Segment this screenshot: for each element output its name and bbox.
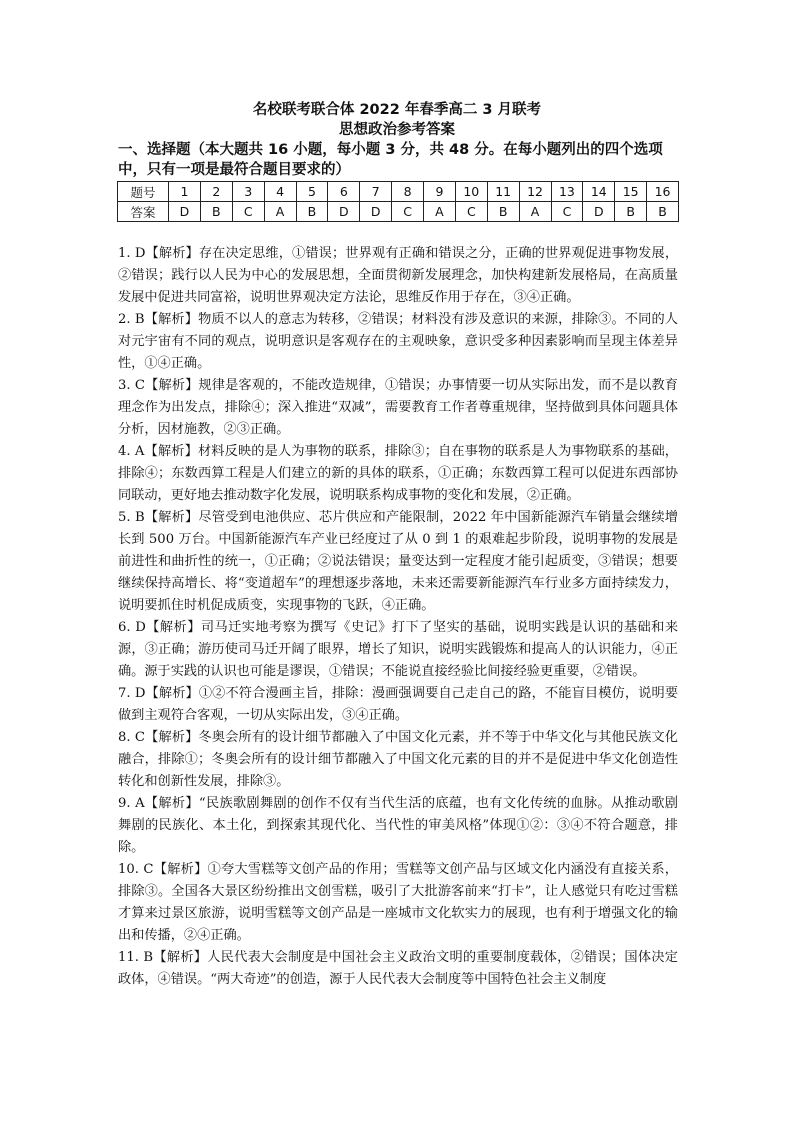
analysis-item-5: 5. B【解析】尽管受到电池供应、芯片供应和产能限制，2022 年中国新能源汽车销量会继续增长到 500 万台。中国新能源汽车产业已经度过了从 0 到 1 的艰难起步阶段，说明事物的发展是前进性和曲折性的统一，①正确；②说法错误；量变达到一定程度才能引起质变，③错误；想要继续保持高增长、将“变道超车”的理想逐步落地，未来还需要新能源汽车行业多方面持续发力，说明要抓住时机促成质变，实现事物的飞跃，④正确。 xyxy=(118,510,678,613)
answer-cell: D xyxy=(360,202,392,222)
document-subtitle: 思想政治参考答案 xyxy=(339,122,455,138)
analysis-item-7: 7. D【解析】①②不符合漫画主旨，排除：漫画强调要自己走自己的路，不能盲目模仿，说明要做到主观符合客观，一切从实际出发，③④正确。 xyxy=(118,686,678,723)
question-number: 1 xyxy=(169,182,201,202)
question-number: 10 xyxy=(455,182,487,202)
section-heading: 一、选择题（本大题共 16 小题，每小题 3 分，共 48 分。在每小题列出的四个选项中，只有一项是最符合题目要求的） xyxy=(118,142,663,178)
answer-row xyxy=(118,202,679,222)
question-number: 8 xyxy=(392,182,424,202)
answer-cell: B xyxy=(647,202,679,222)
analysis-item-3: 3. C【解析】规律是客观的，不能改造规律，①错误；办事情要一切从实际出发，而不是以教育理念作为出发点，排除④；深入推进“双减”，需要教育工作者尊重规律，坚持做到具体问题具体分析，因材施教，②③正确。 xyxy=(118,378,678,437)
analysis-item-1: 1. D【解析】存在决定思维，①错误；世界观有正确和错误之分，正确的世界观促进事物发展，②错误；践行以人民为中心的发展思想，全面贯彻新发展理念，加快构建新发展格局，在高质量发展中促进共同富裕，说明世界观决定方法论，思维反作用于存在，③④正确。 xyxy=(118,246,678,305)
question-number: 3 xyxy=(232,182,264,202)
answer-cell: A xyxy=(519,202,551,222)
answer-cell: B xyxy=(200,202,232,222)
answer-cell: C xyxy=(232,202,264,222)
analysis-list xyxy=(118,243,678,991)
answer-cell: C xyxy=(455,202,487,222)
row-label-question: 题号 xyxy=(118,182,169,202)
answer-cell: B xyxy=(296,202,328,222)
analysis-item-2: 2. B【解析】物质不以人的意志为转移，②错误；材料没有涉及意识的来源，排除③。不同的人对元宇宙有不同的观点，说明意识是客观存在的主观映象，意识受多种因素影响而呈现主体差异性，①④正确。 xyxy=(118,312,678,371)
analysis-item-8: 8. C【解析】冬奥会所有的设计细节都融入了中国文化元素，并不等于中华文化与其他民族文化融合，排除①；冬奥会所有的设计细节都融入了中国文化元素的目的并不是促进中华文化创造性转化和创新性发展，排除③。 xyxy=(118,730,678,789)
question-number: 13 xyxy=(551,182,583,202)
answer-cell: B xyxy=(615,202,647,222)
question-number: 9 xyxy=(424,182,456,202)
answer-table xyxy=(117,181,679,222)
answer-cell: B xyxy=(487,202,519,222)
answer-cell: C xyxy=(551,202,583,222)
document-title: 名校联考联合体 2022 年春季高二 3 月联考 xyxy=(252,102,542,118)
answer-cell: A xyxy=(264,202,296,222)
question-number: 2 xyxy=(200,182,232,202)
analysis-item-9: 9. A【解析】“民族歌剧舞剧的创作不仅有当代生活的底蕴，也有文化传统的血脉。从推动歌剧舞剧的民族化、本土化，到探索其现代化、当代性的审美风格”体现①②：③④不符合题意，排除。 xyxy=(118,796,678,855)
question-number-row xyxy=(118,182,679,202)
question-number: 7 xyxy=(360,182,392,202)
question-number: 4 xyxy=(264,182,296,202)
question-number: 15 xyxy=(615,182,647,202)
question-number: 16 xyxy=(647,182,679,202)
question-number: 12 xyxy=(519,182,551,202)
answer-cell: D xyxy=(583,202,615,222)
question-number: 11 xyxy=(487,182,519,202)
analysis-item-6: 6. D【解析】司马迁实地考察为撰写《史记》打下了坚实的基础，说明实践是认识的基础和来源，③正确；游历使司马迁开阔了眼界，增长了知识，说明实践锻炼和提高人的认识能力，④正确。源于实践的认识也可能是谬误，①错误；不能说直接经验比间接经验更重要，②错误。 xyxy=(118,620,678,679)
analysis-item-10: 10. C【解析】①夸大雪糕等文创产品的作用；雪糕等文创产品与区域文化内涵没有直接关系，排除③。全国各大景区纷纷推出文创雪糕，吸引了大批游客前来“打卡”，让人感觉只有吃过雪糕才算来过景区旅游，说明雪糕等文创产品是一座城市文化软实力的展现，也有利于增强文化的输出和传播，②④正确。 xyxy=(118,862,678,943)
analysis-item-4: 4. A【解析】材料反映的是人为事物的联系，排除③；自在事物的联系是人为事物联系的基础，排除④；东数西算工程是人们建立的新的具体的联系，①正确；东数西算工程可以促进东西部协同联动，更好地去推动数字化发展，说明联系构成事物的变化和发展，②正确。 xyxy=(118,444,678,503)
answer-cell: D xyxy=(328,202,360,222)
answer-cell: C xyxy=(392,202,424,222)
answer-cell: A xyxy=(424,202,456,222)
question-number: 6 xyxy=(328,182,360,202)
row-label-answer: 答案 xyxy=(118,202,169,222)
question-number: 5 xyxy=(296,182,328,202)
answer-cell: D xyxy=(169,202,201,222)
analysis-item-11: 11. B【解析】人民代表大会制度是中国社会主义政治文明的重要制度载体，②错误；国体决定政体，④错误。“两大奇迹”的创造，源于人民代表大会制度等中国特色社会主义制度 xyxy=(118,950,678,987)
question-number: 14 xyxy=(583,182,615,202)
